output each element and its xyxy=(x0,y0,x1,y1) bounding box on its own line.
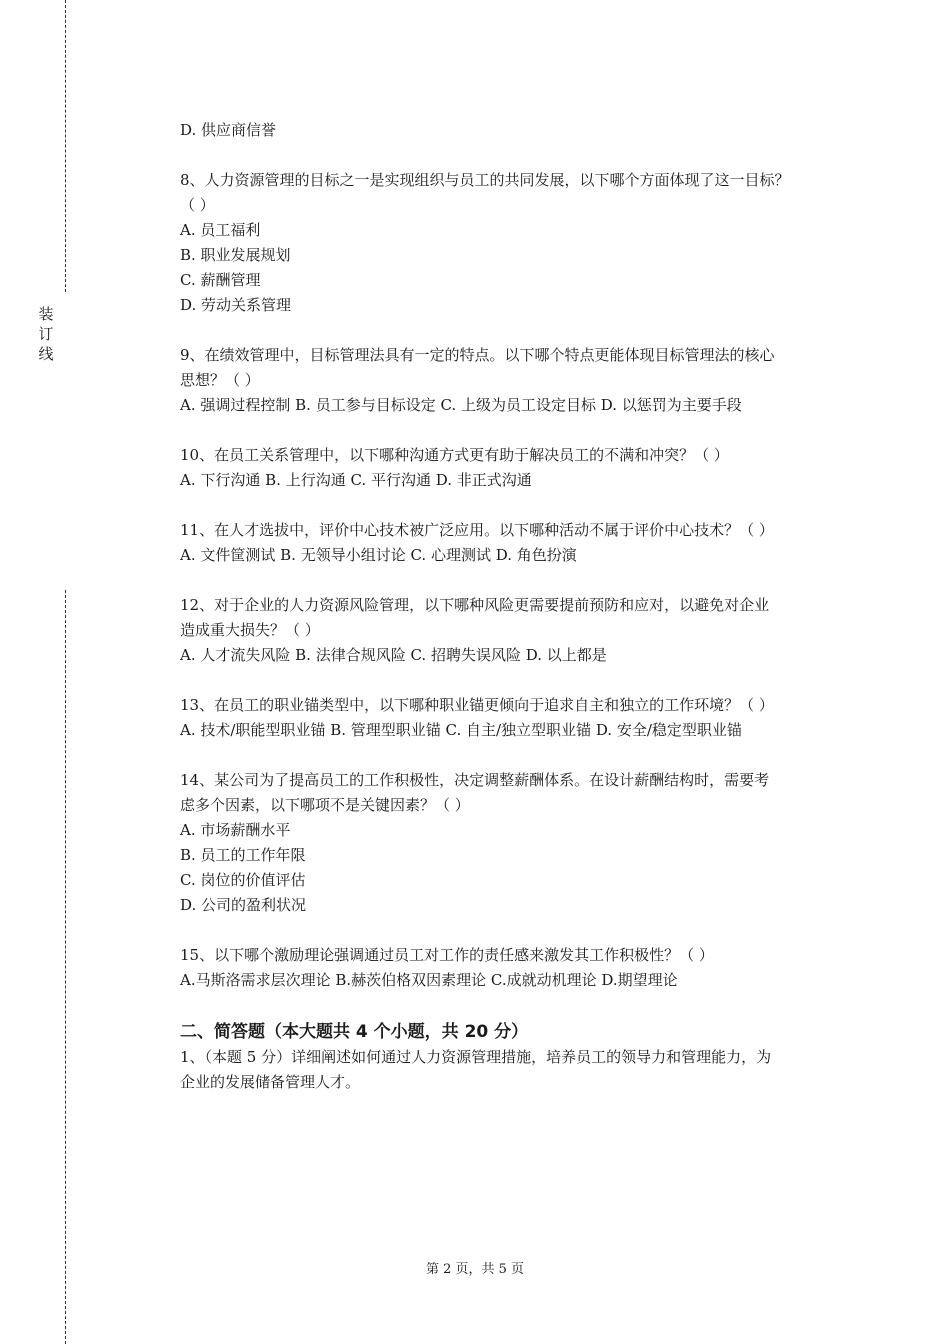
paragraph-gap xyxy=(180,143,845,168)
paragraph-gap xyxy=(180,918,845,943)
binding-line-bottom xyxy=(65,590,66,1344)
q8-option-d: D. 劳动关系管理 xyxy=(180,296,292,314)
q8-stem-1: 8、人力资源管理的目标之一是实现组织与员工的共同发展，以下哪个方面体现了这一目标？ xyxy=(180,171,790,189)
q14-option-b: B. 员工的工作年限 xyxy=(180,846,306,864)
binding-char: 线 xyxy=(38,345,54,363)
q12-stem-2: 造成重大损失？（ ） xyxy=(180,621,320,639)
section-2-title: 二、简答题（本大题共 4 个小题，共 20 分） xyxy=(180,1022,529,1042)
paragraph-gap xyxy=(180,493,845,518)
paragraph-gap xyxy=(180,318,845,343)
q10-options: A. 下行沟通 B. 上行沟通 C. 平行沟通 D. 非正式沟通 xyxy=(180,471,532,489)
q13-stem: 13、在员工的职业锚类型中，以下哪种职业锚更倾向于追求自主和独立的工作环境？（ ） xyxy=(180,696,774,714)
q14-stem-1: 14、某公司为了提高员工的工作积极性，决定调整薪酬体系。在设计薪酬结构时，需要考 xyxy=(180,771,770,789)
paragraph-gap xyxy=(180,568,845,593)
q13-options: A. 技术/职能型职业锚 B. 管理型职业锚 C. 自主/独立型职业锚 D. 安全/稳定型职业锚 xyxy=(180,721,742,739)
q12-options: A. 人才流失风险 B. 法律合规风险 C. 招聘失误风险 D. 以上都是 xyxy=(180,646,607,664)
sa1-line-2: 企业的发展储备管理人才。 xyxy=(180,1073,361,1091)
q15-options: A.马斯洛需求层次理论 B.赫茨伯格双因素理论 C.成就动机理论 D.期望理论 xyxy=(180,971,678,989)
binding-label xyxy=(36,304,56,364)
paragraph-gap xyxy=(180,668,845,693)
sa1-line-1: 1、（本题 5 分）详细阐述如何通过人力资源管理措施，培养员工的领导力和管理能力，为 xyxy=(180,1048,772,1066)
q14-option-a: A. 市场薪酬水平 xyxy=(180,821,291,839)
binding-char: 订 xyxy=(38,325,54,343)
paragraph-gap xyxy=(180,418,845,443)
q14-option-d: D. 公司的盈利状况 xyxy=(180,896,307,914)
q9-stem-1: 9、在绩效管理中，目标管理法具有一定的特点。以下哪个特点更能体现目标管理法的核心 xyxy=(180,346,775,364)
q11-options: A. 文件筐测试 B. 无领导小组讨论 C. 心理测试 D. 角色扮演 xyxy=(180,546,577,564)
q8-stem-2: （ ） xyxy=(180,196,215,214)
page-footer: 第 2 页，共 5 页 xyxy=(425,1262,525,1277)
q12-stem-1: 12、对于企业的人力资源风险管理，以下哪种风险更需要提前预防和应对，以避免对企业 xyxy=(180,596,770,614)
q8-option-b: B. 职业发展规划 xyxy=(180,246,291,264)
q8-option-c: C. 薪酬管理 xyxy=(180,271,261,289)
q9-stem-2: 思想？（ ） xyxy=(180,371,260,389)
q11-stem: 11、在人才选拔中，评价中心技术被广泛应用。以下哪种活动不属于评价中心技术？（ ） xyxy=(180,521,774,539)
q10-stem: 10、在员工关系管理中，以下哪种沟通方式更有助于解决员工的不满和冲突？（ ） xyxy=(180,446,729,464)
paragraph-gap xyxy=(180,993,845,1018)
q8-option-a: A. 员工福利 xyxy=(180,221,261,239)
q7-option-d: D. 供应商信誉 xyxy=(180,121,277,139)
q14-stem-2: 虑多个因素，以下哪项不是关键因素？（ ） xyxy=(180,796,470,814)
exam-content xyxy=(180,118,845,1095)
q14-option-c: C. 岗位的价值评估 xyxy=(180,871,306,889)
binding-char: 装 xyxy=(38,305,54,323)
paragraph-gap xyxy=(180,743,845,768)
q15-stem: 15、以下哪个激励理论强调通过员工对工作的责任感来激发其工作积极性？（ ） xyxy=(180,946,714,964)
q9-options: A. 强调过程控制 B. 员工参与目标设定 C. 上级为员工设定目标 D. 以惩罚为主要手段 xyxy=(180,396,742,414)
binding-line-top xyxy=(65,0,66,292)
